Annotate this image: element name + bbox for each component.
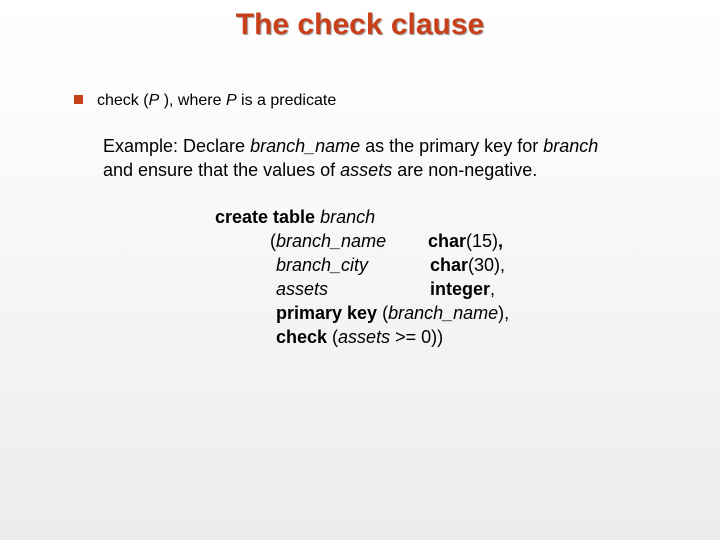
code-type-char15: char(15), <box>428 231 504 251</box>
bullet-item: check (P ), where P is a predicate <box>74 92 336 110</box>
attr-branch-name: branch_name <box>250 136 361 156</box>
predicate-var: P <box>148 92 160 109</box>
relation-branch: branch <box>543 136 599 156</box>
code-line-primary-key: primary key (branch_name), <box>276 303 510 323</box>
attr-assets: assets <box>340 160 393 180</box>
slide-title: The check clause <box>235 8 485 41</box>
code-type-char30: char(30), <box>430 255 506 275</box>
code-line-assets: assets <box>276 279 329 299</box>
predicate-var: P <box>225 92 237 109</box>
example-paragraph: Example: Declare branch_name as the primary key for branch and ensure that the values of assets are non-negative. <box>103 136 599 180</box>
keyword-check: check <box>97 92 139 109</box>
code-line-branch-name: (branch_name <box>270 231 387 251</box>
square-bullet-icon <box>74 95 83 104</box>
code-line-check: check (assets >= 0)) <box>276 327 444 347</box>
code-line-branch-city: branch_city <box>276 255 369 275</box>
code-type-integer: integer, <box>430 279 496 299</box>
code-line-create-table: create table branch <box>215 207 376 227</box>
